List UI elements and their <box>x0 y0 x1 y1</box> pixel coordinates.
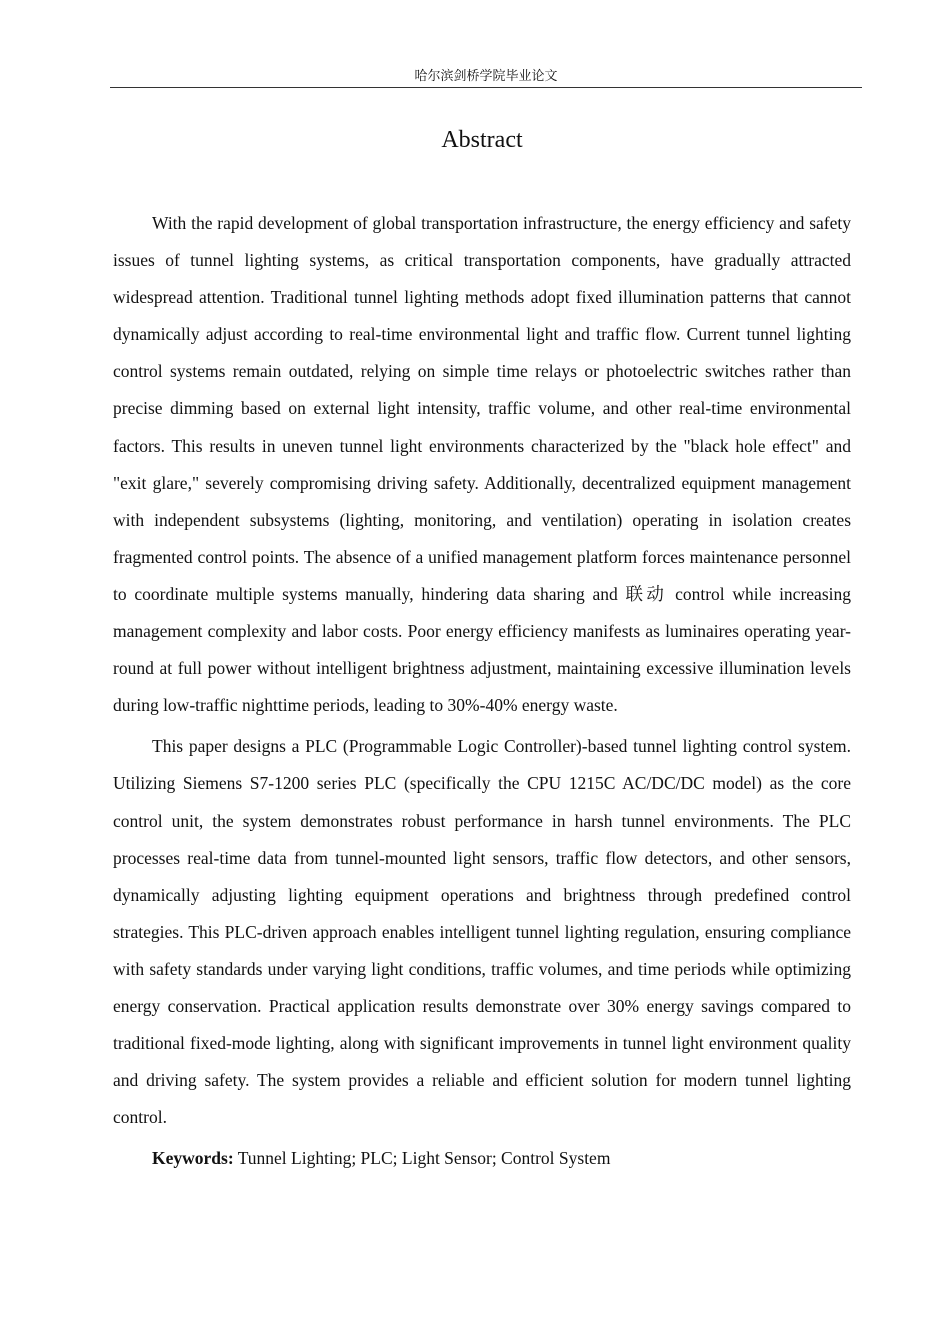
abstract-paragraph-1: With the rapid development of global transportation infrastructure, the energy efficiency and safety issues of tunnel lighting systems, as critical transportation components, have gradually attracted widespread attention. Traditional tunnel lighting methods adopt fixed illumination patterns that cannot dynamically adjust according to real-time environmental light and traffic flow. Current tunnel lighting control systems remain outdated, relying on simple time relays or photoelectric switches rather than precise dimming based on external light intensity, traffic volume, and other real-time environmental factors. This results in uneven tunnel light environments characterized by the "black hole effect" and "exit glare," severely compromising driving safety. Additionally, decentralized equipment management with independent subsystems (lighting, monitoring, and ventilation) operating in isolation creates fragmented control points. The absence of a unified management platform forces maintenance personnel to coordinate multiple systems manually, hindering data sharing and 联动 control while increasing management complexity and labor costs. Poor energy efficiency manifests as luminaires operating year-round at full power without intelligent brightness adjustment, maintaining excessive illumination levels during low-traffic nighttime periods, leading to 30%-40% energy waste. <box>113 213 851 716</box>
page-header <box>110 66 862 88</box>
abstract-body <box>113 205 851 1177</box>
keywords-text: Tunnel Lighting; PLC; Light Sensor; Control System <box>233 1148 611 1169</box>
abstract-title: Abstract <box>441 127 523 153</box>
abstract-paragraph-2: This paper designs a PLC (Programmable Logic Controller)-based tunnel lighting control system. Utilizing Siemens S7-1200 series PLC (specifically the CPU 1215C AC/DC/DC model) as the core control unit, the system demonstrates robust performance in harsh tunnel environments. The PLC processes real-time data from tunnel-mounted light sensors, traffic flow detectors, and other sensors, dynamically adjusting lighting equipment operations and brightness through predefined control strategies. This PLC-driven approach enables intelligent tunnel lighting regulation, ensuring compliance with safety standards under varying light conditions, traffic volumes, and time periods while optimizing energy conservation. Practical application results demonstrate over 30% energy savings compared to traditional fixed-mode lighting, along with significant improvements in tunnel light environment quality and driving safety. The system provides a reliable and efficient solution for modern tunnel lighting control. <box>113 736 851 1128</box>
keywords-label: Keywords: <box>152 1148 234 1169</box>
header-title: 哈尔滨剑桥学院毕业论文 <box>414 68 558 83</box>
keywords-line <box>113 1140 851 1177</box>
